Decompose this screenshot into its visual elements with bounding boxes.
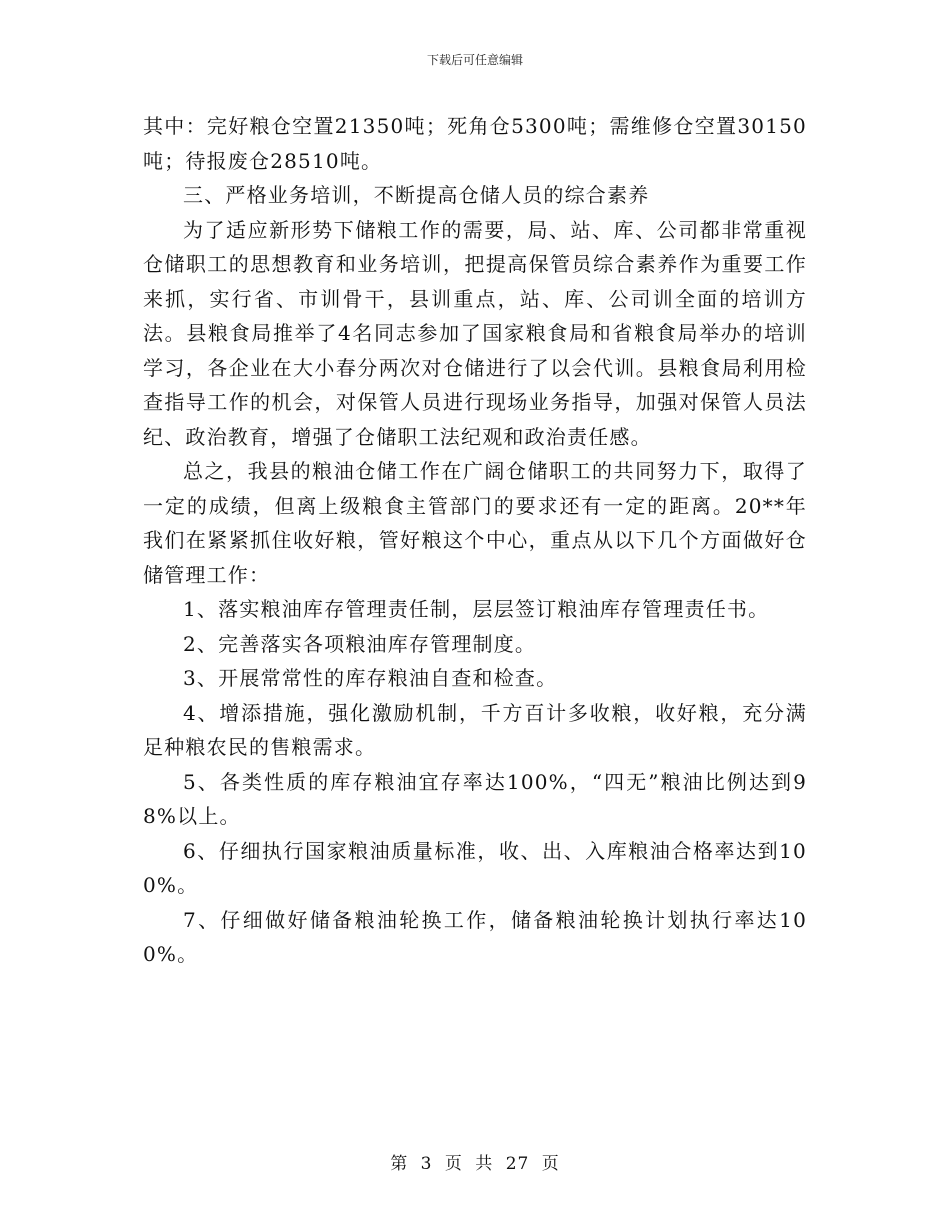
list-item-5: 5、各类性质的库存粮油宜存率达100%，“四无”粮油比例达到98%以上。 <box>143 769 807 828</box>
list-item-6: 6、仔细执行国家粮油质量标准，收、出、入库粮油合格率达到100%。 <box>143 838 807 897</box>
list-item-7: 7、仔细做好储备粮油轮换工作，储备粮油轮换计划执行率达100%。 <box>143 907 807 966</box>
list-item-4: 4、增添措施，强化激励机制，千方百计多收粮，收好粮，充分满足种粮农民的售粮需求。 <box>143 700 807 759</box>
paragraph-training: 为了适应新形势下储粮工作的需要，局、站、库、公司都非常重视仓储职工的思想教育和业务培训，把提高保管员综合素养作为重要工作来抓，实行省、市训骨干，县训重点，站、库、公司训全面的培训方法。县粮食局推举了4名同志参加了国家粮食局和省粮食局举办的培训学习，各企业在大小春分两次对仓储进行了以会代训。县粮食局利用检查指导工作的机会，对保管人员进行现场业务指导，加强对保管人员法纪、政治教育，增强了仓储职工法纪观和政治责任感。 <box>143 217 807 449</box>
list-item-2: 2、完善落实各项粮油库存管理制度。 <box>183 631 537 656</box>
section-heading-training: 三、严格业务培训，不断提高仓储人员的综合素养 <box>183 183 650 207</box>
paragraph-warehouse-vacancy: 其中：完好粮仓空置21350吨；死角仓5300吨；需维修仓空置30150吨；待报废仓28510吨。 <box>143 114 807 173</box>
list-item-1: 1、落实粮油库存管理责任制，层层签订粮油库存管理责任书。 <box>183 597 770 621</box>
paragraph-summary: 总之，我县的粮油仓储工作在广阔仓储职工的共同努力下，取得了一定的成绩，但离上级粮食主管部门的要求还有一定的距离。20**年我们在紧紧抓住收好粮，管好粮这个中心，重点从以下几个方面做好仓储管理工作： <box>143 459 807 587</box>
page-footer: 第 3 页 共 27 页 <box>390 1154 560 1174</box>
document-body <box>143 109 807 972</box>
list-item-3: 3、开展常常性的库存粮油自查和检查。 <box>183 666 558 690</box>
page-header: 下载后可任意编辑 <box>426 53 523 67</box>
